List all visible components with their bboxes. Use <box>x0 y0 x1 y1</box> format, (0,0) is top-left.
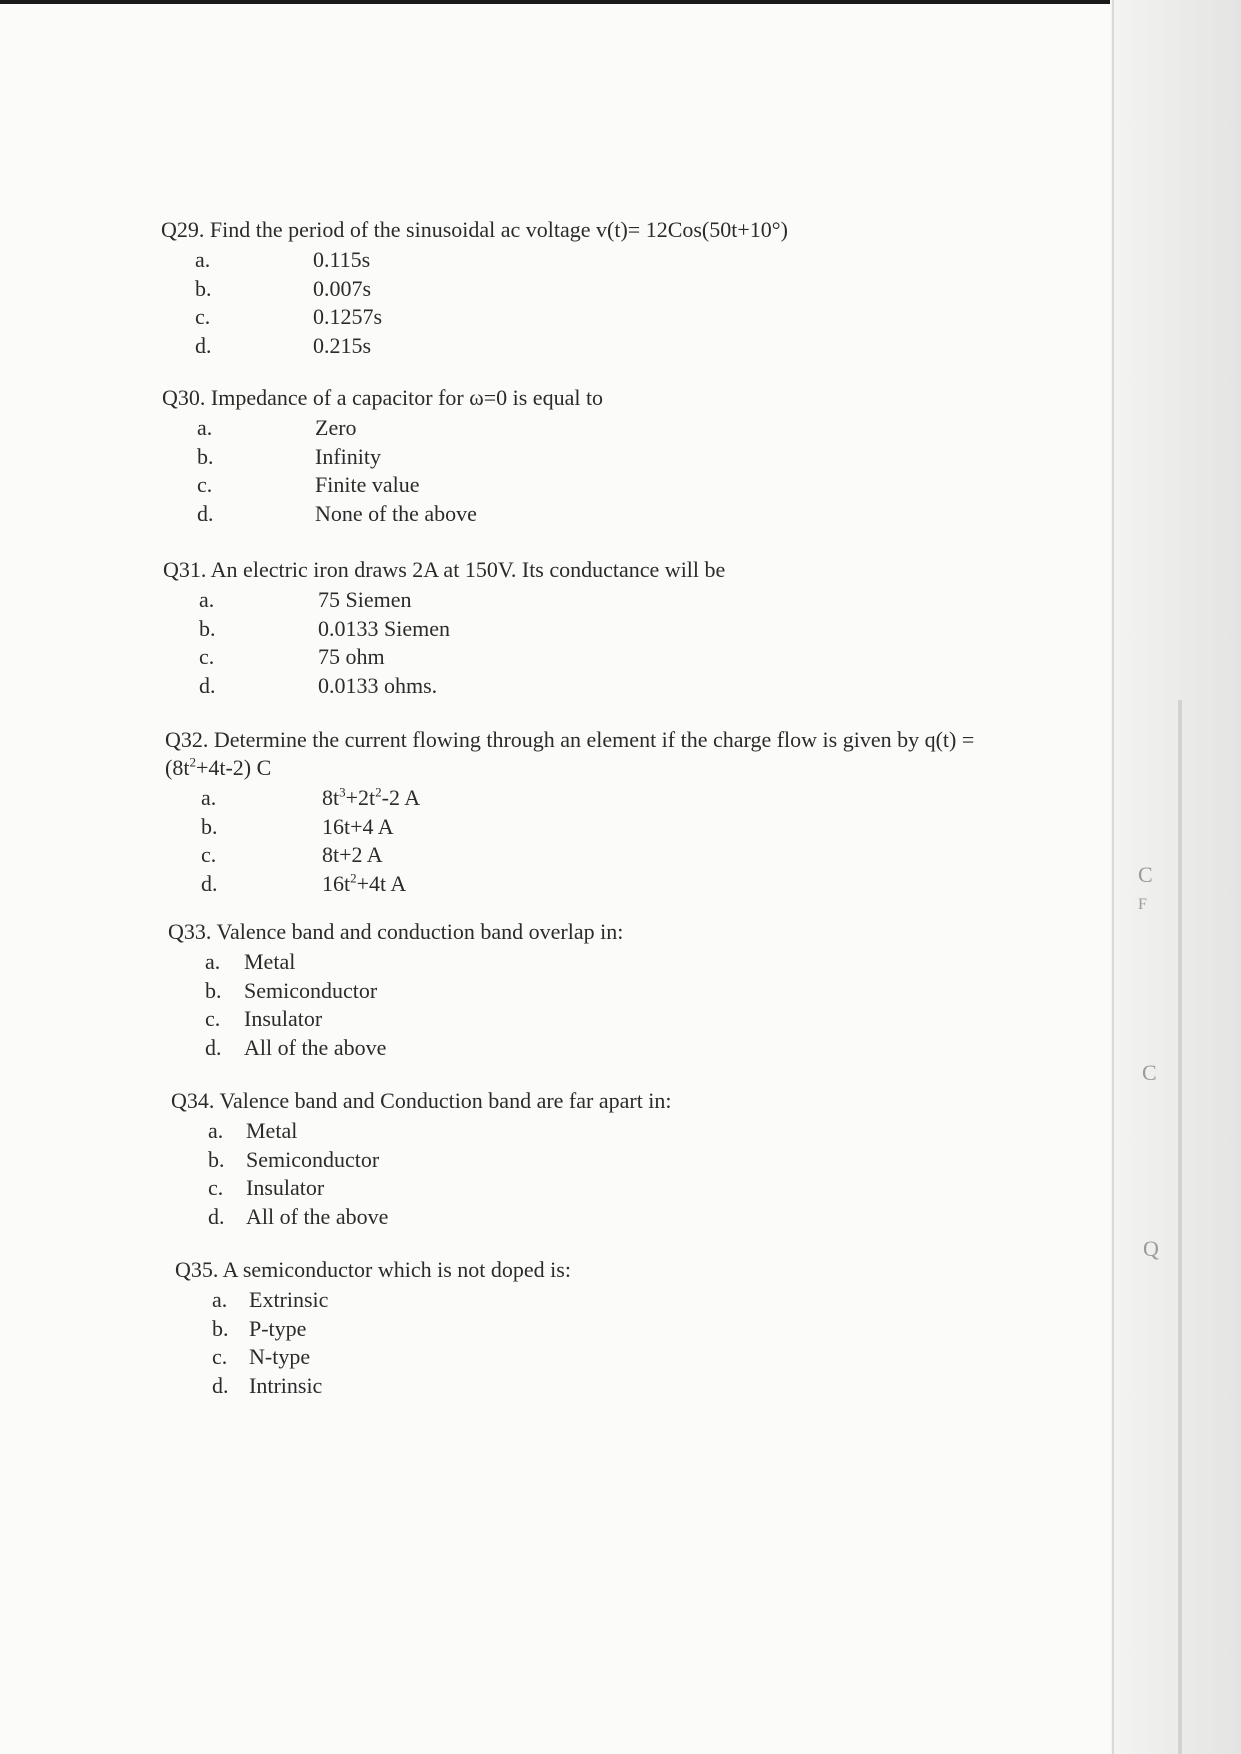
option-item <box>161 303 788 332</box>
option-letter: c. <box>205 1006 221 1031</box>
option-value: 75 Siemen <box>318 587 412 612</box>
scan-top-edge <box>0 0 1110 4</box>
option-item <box>163 586 725 615</box>
option-value: 0.215s <box>313 332 372 358</box>
option-value: All of the above <box>246 1203 389 1229</box>
option-letter: b. <box>208 1146 225 1172</box>
scan-right-shadow <box>1111 0 1241 1754</box>
question-text: Q31. An electric iron draws 2A at 150V. Its conductance will be <box>163 557 726 582</box>
question-text: Q35. A semiconductor which is not doped is: <box>175 1257 571 1282</box>
options-list <box>161 246 788 360</box>
option-value: Metal <box>246 1118 298 1143</box>
option-value: 0.0133 ohms. <box>318 672 438 698</box>
option-item <box>165 870 974 899</box>
option-item <box>162 443 603 472</box>
question-32 <box>165 726 974 898</box>
option-item <box>175 1372 571 1401</box>
option-item <box>163 672 725 701</box>
option-value: 8t+2 A <box>322 842 383 867</box>
options-list <box>175 1286 571 1400</box>
option-letter: a. <box>199 587 215 612</box>
option-letter: c. <box>212 1344 228 1369</box>
option-value: Infinity <box>315 443 381 469</box>
option-value: $16t^2+4t$ A <box>322 870 407 896</box>
option-value: 0.007s <box>313 275 372 301</box>
question-text: Q33. Valence band and conduction band overlap in: <box>168 919 624 944</box>
option-letter: d. <box>208 1203 225 1229</box>
question-text-line1: Q32. Determine the current flowing through an element if the charge flow is given by q(t) = <box>165 727 975 752</box>
option-item <box>165 813 974 842</box>
option-value: 75 ohm <box>318 644 385 669</box>
question-34 <box>171 1087 672 1231</box>
option-item <box>161 246 788 275</box>
option-letter: b. <box>199 615 216 641</box>
option-value: Metal <box>244 949 296 974</box>
option-value: $8t^3+2t^2-2$ A <box>322 784 421 810</box>
question-text: Q34. Valence band and Conduction band are far apart in: <box>171 1088 672 1113</box>
option-letter: c. <box>201 842 217 867</box>
options-list <box>163 586 725 700</box>
question-text: Q29. Find the period of the sinusoidal ac voltage v(t)= 12Cos(50t+10°) <box>161 217 788 242</box>
option-value: Extrinsic <box>249 1287 329 1312</box>
option-item <box>171 1117 672 1146</box>
question-35 <box>175 1256 571 1400</box>
option-item <box>163 643 725 672</box>
option-item <box>168 1034 623 1063</box>
question-29 <box>161 216 788 360</box>
option-value: Zero <box>315 415 357 440</box>
option-letter: d. <box>199 672 216 698</box>
question-30 <box>162 384 603 528</box>
option-letter: d. <box>212 1372 229 1398</box>
option-letter: a. <box>195 247 211 272</box>
gutter-mark: C <box>1142 1060 1157 1085</box>
question-33 <box>168 918 623 1062</box>
option-value: Insulator <box>246 1175 325 1200</box>
gutter-mark: Q <box>1143 1236 1159 1261</box>
scan-page-edge-2 <box>1178 700 1182 1754</box>
option-letter: a. <box>212 1287 228 1312</box>
gutter-mark: F <box>1138 896 1147 913</box>
option-letter: c. <box>195 304 211 329</box>
option-item <box>171 1174 672 1203</box>
option-letter: a. <box>208 1118 224 1143</box>
option-letter: d. <box>201 870 218 896</box>
option-letter: b. <box>197 443 214 469</box>
option-item <box>165 841 974 870</box>
option-item <box>171 1203 672 1232</box>
option-value: Semiconductor <box>246 1146 380 1172</box>
option-item <box>175 1286 571 1315</box>
option-value: Semiconductor <box>244 977 378 1003</box>
option-value: P-type <box>249 1315 307 1341</box>
option-value: None of the above <box>315 500 477 526</box>
option-value: N-type <box>249 1344 311 1369</box>
option-value: All of the above <box>244 1034 387 1060</box>
option-item <box>161 332 788 361</box>
option-letter: b. <box>212 1315 229 1341</box>
option-item <box>165 784 974 813</box>
option-letter: c. <box>199 644 215 669</box>
options-list <box>162 414 603 528</box>
option-item <box>171 1146 672 1175</box>
option-letter: d. <box>195 332 212 358</box>
option-item <box>168 948 623 977</box>
option-item <box>163 615 725 644</box>
question-text <box>165 726 974 782</box>
scan-page-edge <box>1112 0 1114 1754</box>
option-letter: d. <box>205 1034 222 1060</box>
question-text-line2: $(8t^2+4t-2)$ C <box>165 754 272 780</box>
option-item <box>162 471 603 500</box>
option-letter: a. <box>197 415 213 440</box>
options-list <box>171 1117 672 1231</box>
question-31 <box>163 556 725 700</box>
option-item <box>161 275 788 304</box>
option-letter: d. <box>197 500 214 526</box>
gutter-mark: C <box>1138 862 1153 887</box>
option-value: Finite value <box>315 472 420 497</box>
option-value: 0.0133 Siemen <box>318 615 450 641</box>
option-letter: c. <box>208 1175 224 1200</box>
option-value: 0.115s <box>313 247 371 272</box>
option-value: Insulator <box>244 1006 323 1031</box>
option-value: Intrinsic <box>249 1372 323 1398</box>
option-letter: b. <box>195 275 212 301</box>
question-text: Q30. Impedance of a capacitor for ω=0 is equal to <box>162 385 604 410</box>
option-item <box>168 977 623 1006</box>
option-letter: b. <box>205 977 222 1003</box>
option-letter: c. <box>197 472 213 497</box>
option-item <box>162 500 603 529</box>
option-value: 16t+4 A <box>322 813 394 839</box>
option-letter: a. <box>201 785 217 810</box>
option-letter: b. <box>201 813 218 839</box>
option-value: 0.1257s <box>313 304 383 329</box>
option-item <box>162 414 603 443</box>
options-list <box>168 948 623 1062</box>
option-item <box>175 1343 571 1372</box>
options-list <box>165 784 974 898</box>
option-letter: a. <box>205 949 221 974</box>
option-item <box>175 1315 571 1344</box>
option-item <box>168 1005 623 1034</box>
